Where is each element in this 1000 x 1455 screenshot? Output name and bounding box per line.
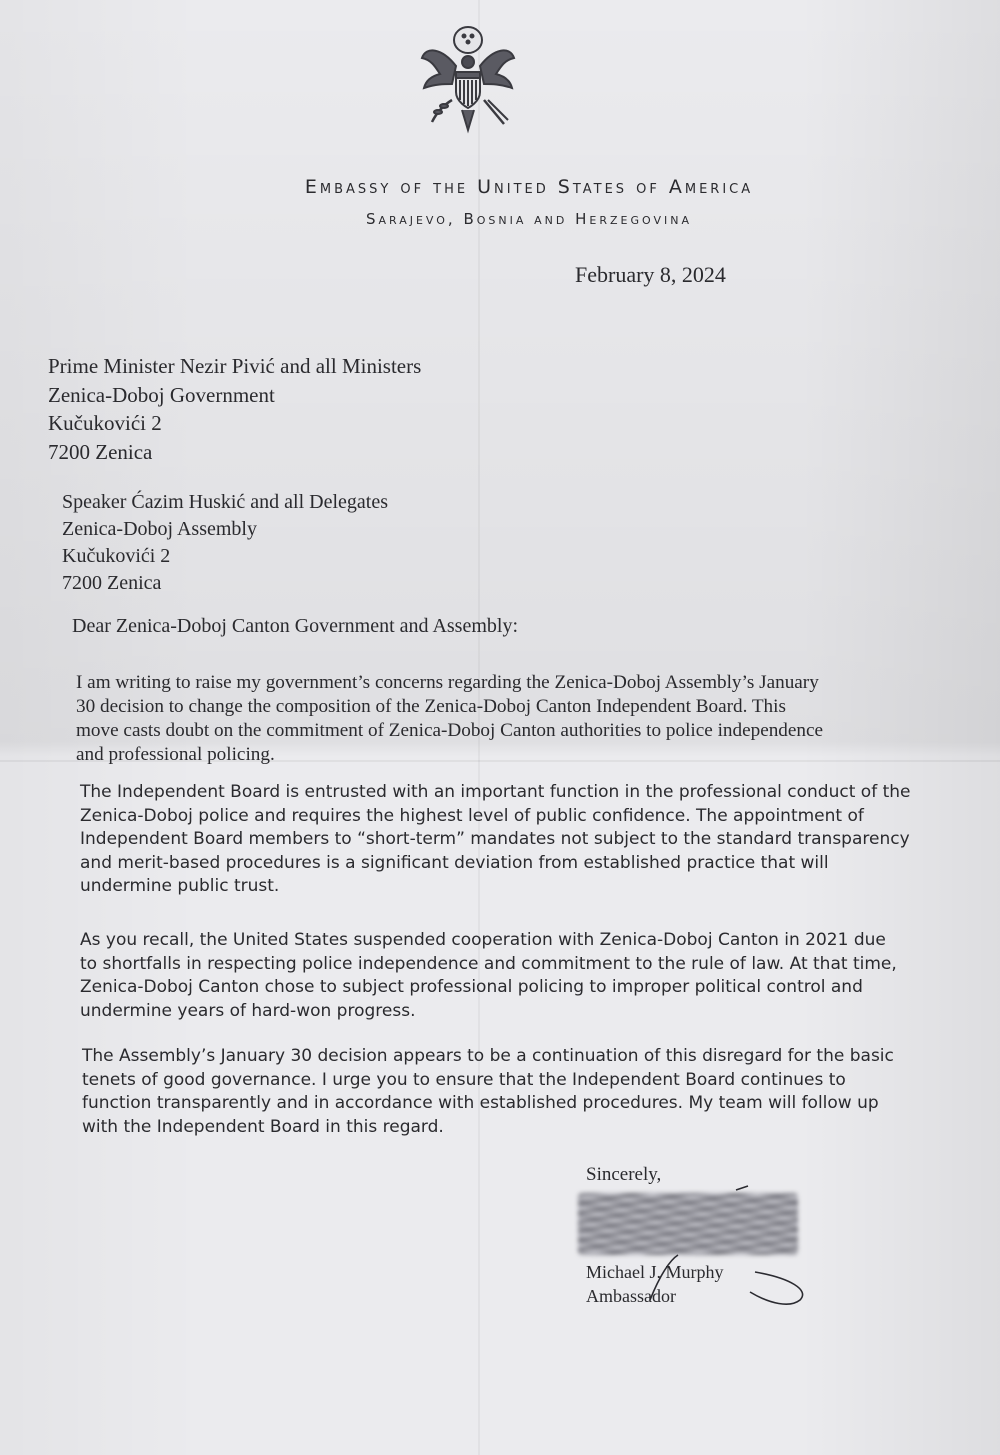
recipient-block-government [48,352,421,466]
address-line: Zenica-Doboj Government [48,382,275,407]
body-paragraph-3: As you recall, the United States suspended cooperation with Zenica-Doboj Canton in 2021 due to shortfalls in respecting police independence and commitment to the rule of law. At that time, Zenica-Doboj Canton chose to subject professional policing to improper political control and undermine years of hard-won progress. [80,930,897,1021]
embassy-location: Sarajevo, Bosnia and Herzegovina [365,210,693,228]
address-line: 7200 Zenica [62,572,162,594]
body-paragraph-1: I am writing to raise my government’s concerns regarding the Zenica-Doboj Assembly’s January 30 decision to change the composition of the Zenica-Doboj Canton Independent Board. This move casts doubt on the commitment of Zenica-Doboj Canton authorities to police independence and professional policing. [76,672,824,765]
salutation: Dear Zenica-Doboj Canton Government and Assembly: [72,615,518,637]
letter-date: February 8, 2024 [575,262,726,287]
redacted-signature [578,1193,798,1255]
closing: Sincerely, [586,1164,662,1185]
great-seal-eagle-icon [412,18,524,146]
address-line: 7200 Zenica [48,439,153,464]
signatory-title: Ambassador [586,1286,676,1306]
address-line: Zenica-Doboj Assembly [62,518,257,540]
signatory-block [586,1260,723,1308]
address-line: Kučukovići 2 [48,411,162,435]
body-paragraph-4: The Assembly’s January 30 decision appears to be a continuation of this disregard for the basic tenets of good governance. I urge you to ensure that the Independent Board continues to function transparently and in accordance with established procedures. My team will follow up with the Independent Board in this regard. [82,1046,894,1137]
address-line: Speaker Ćazim Huskić and all Delegates [62,491,388,513]
address-line: Prime Minister Nezir Pivić and all Ministers [48,354,422,378]
signatory-name: Michael J. Murphy [586,1262,724,1282]
embassy-name: Embassy of the United States of America [304,176,754,198]
recipient-block-assembly [62,489,388,597]
address-line: Kučukovići 2 [62,545,171,567]
body-paragraph-2: The Independent Board is entrusted with an important function in the professional conduct of the Zenica-Doboj police and requires the highest level of public confidence. The appointment of Independent Board members to “short-term” mandates not subject to the standard transparency and merit-based procedures is a significant deviation from established practice that will undermine public trust. [80,782,911,896]
